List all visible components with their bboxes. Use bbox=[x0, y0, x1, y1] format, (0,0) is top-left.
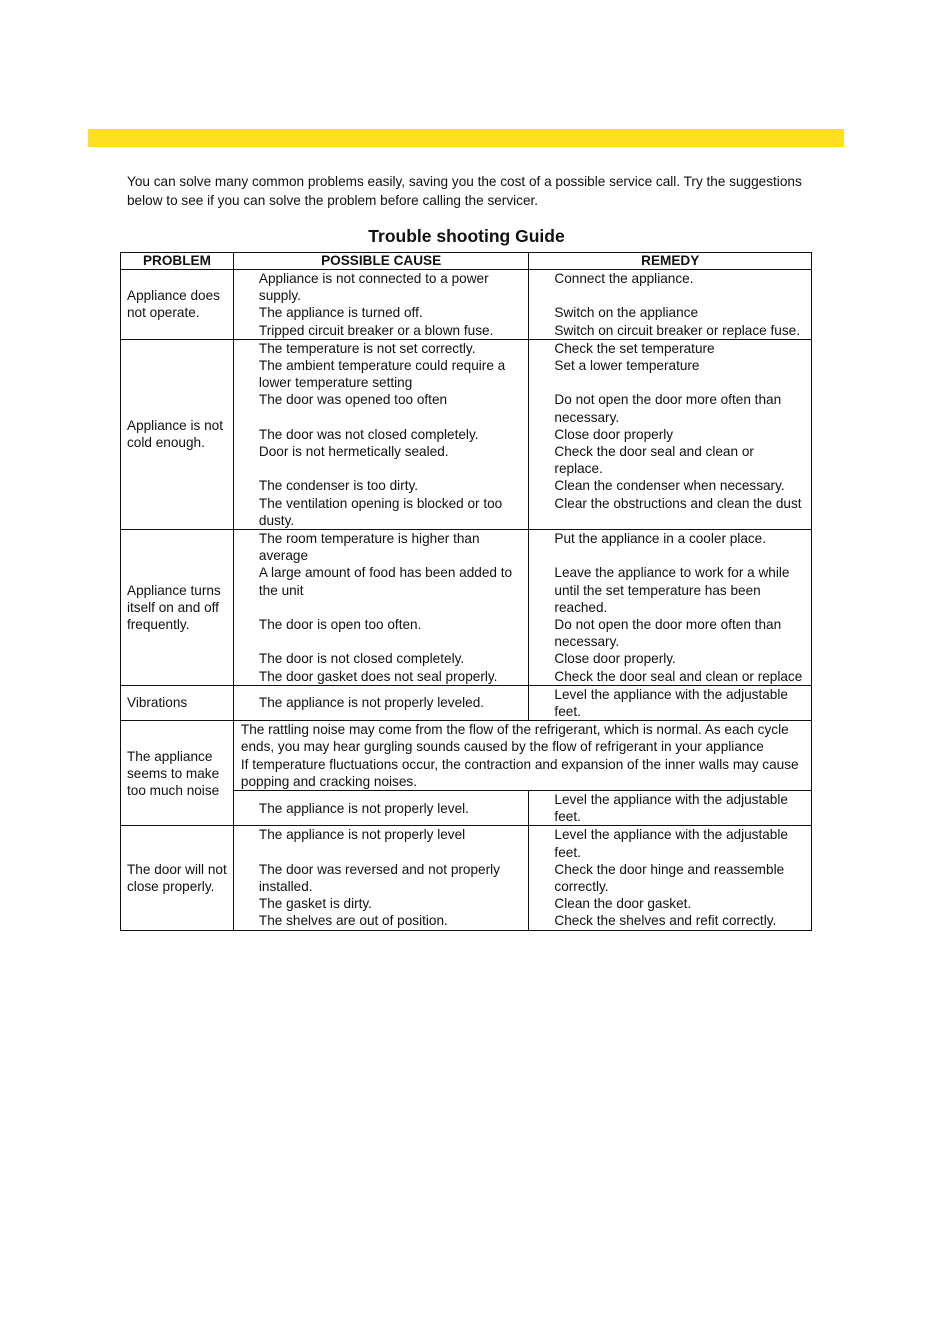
remedy-line: Close door properly. bbox=[554, 651, 676, 667]
cause-cell bbox=[233, 685, 529, 720]
cause-cell bbox=[233, 270, 529, 340]
cause-line: The door is open too often. bbox=[258, 617, 422, 633]
table-row bbox=[121, 721, 812, 791]
remedy-cell bbox=[529, 530, 812, 686]
problem-cell: Vibrations bbox=[121, 685, 234, 720]
remedy-line: Switch on the appliance bbox=[554, 305, 699, 321]
remedy-line: Clear the obstructions and clean the dust bbox=[554, 495, 802, 511]
remedy-line: Switch on circuit breaker or replace fuse. bbox=[554, 322, 800, 338]
cause-line: The shelves are out of position. bbox=[258, 913, 448, 929]
remedy-line: Leave the appliance to work for a while until the set temperature has been reached. bbox=[554, 565, 790, 615]
remedy-line: Connect the appliance. bbox=[554, 271, 694, 286]
remedy-line: Level the appliance with the adjustable feet. bbox=[554, 827, 788, 860]
cause-line: The appliance is not properly level. bbox=[258, 800, 469, 816]
problem-cell: Appliance does not operate. bbox=[121, 270, 234, 340]
cause-line: The gasket is dirty. bbox=[258, 896, 372, 912]
remedy-line: Clean the condenser when necessary. bbox=[554, 478, 785, 494]
remedy-line: Do not open the door more often than necessary. bbox=[554, 392, 782, 425]
problem-cell: Appliance is not cold enough. bbox=[121, 339, 234, 529]
header-cause: POSSIBLE CAUSE bbox=[233, 253, 529, 270]
cause-line: The appliance is not properly leveled. bbox=[258, 695, 485, 711]
table-row bbox=[121, 530, 812, 686]
cause-line: The room temperature is higher than average bbox=[258, 531, 480, 564]
cause-line: The ventilation opening is blocked or too dusty. bbox=[258, 495, 503, 528]
cause-line: The door was reversed and not properly installed. bbox=[258, 861, 500, 895]
table-row bbox=[121, 270, 812, 340]
remedy-line: Check the door hinge and reassemble correctly. bbox=[554, 861, 785, 895]
cause-line: The door gasket does not seal properly. bbox=[258, 668, 498, 684]
spacer bbox=[259, 844, 519, 861]
remedy-line: Level the appliance with the adjustable feet. bbox=[554, 686, 788, 720]
cause-line: The door is not closed completely. bbox=[258, 651, 465, 667]
remedy-cell bbox=[529, 826, 812, 930]
section-header-bar bbox=[88, 129, 844, 147]
cause-cell bbox=[233, 339, 529, 529]
cause-line: The door was not closed completely. bbox=[258, 426, 479, 442]
cause-line: A large amount of food has been added to the unit bbox=[258, 565, 513, 598]
spacer bbox=[554, 287, 803, 304]
remedy-cell bbox=[529, 685, 812, 720]
cause-line: The temperature is not set correctly. bbox=[258, 340, 476, 356]
remedy-line: Check the shelves and refit correctly. bbox=[554, 913, 777, 929]
remedy-cell bbox=[529, 339, 812, 529]
note-line: The rattling noise may come from the flow of the refrigerant, which is normal. As each cycle ends, you may hear gurgling sounds caused by the flow of refrigerant in your appliance bbox=[240, 722, 789, 755]
table-row bbox=[121, 685, 812, 720]
remedy-cell bbox=[529, 270, 812, 340]
table-header-row bbox=[121, 253, 812, 270]
remedy-line: Clean the door gasket. bbox=[554, 896, 692, 912]
remedy-line: Close door properly bbox=[554, 426, 674, 442]
cause-line: The appliance is not properly level bbox=[258, 827, 466, 843]
cause-line: Appliance is not connected to a power supply. bbox=[258, 271, 489, 304]
noise-note-cell bbox=[233, 721, 811, 791]
spacer bbox=[259, 460, 519, 477]
table-row bbox=[121, 826, 812, 930]
remedy-line: Check the door seal and clean or replace. bbox=[554, 444, 754, 477]
cause-line: Door is not hermetically sealed. bbox=[258, 444, 449, 460]
spacer bbox=[554, 547, 803, 564]
intro-text: You can solve many common problems easily, saving you the cost of a possible service call. Try the suggestions below to see if you can solve the problem before calling the servicer. bbox=[127, 174, 802, 208]
remedy-cell bbox=[529, 791, 812, 826]
header-problem: PROBLEM bbox=[121, 253, 234, 270]
note-line: If temperature fluctuations occur, the contraction and expansion of the inner walls may cause popping and cracking noises. bbox=[240, 756, 799, 789]
page-title: Trouble shooting Guide bbox=[368, 226, 565, 246]
spacer bbox=[259, 599, 519, 616]
remedy-line: Level the appliance with the adjustable feet. bbox=[554, 792, 788, 825]
cause-line: Tripped circuit breaker or a blown fuse. bbox=[258, 322, 494, 338]
remedy-line: Check the set temperature bbox=[554, 340, 715, 356]
remedy-line: Set a lower temperature bbox=[554, 358, 700, 374]
cause-cell bbox=[233, 826, 529, 930]
spacer bbox=[259, 409, 519, 426]
problem-cell: The appliance seems to make too much noise bbox=[121, 721, 234, 826]
header-remedy: REMEDY bbox=[529, 253, 812, 270]
troubleshooting-table bbox=[120, 252, 812, 931]
problem-cell: The door will not close properly. bbox=[121, 826, 234, 930]
cause-cell bbox=[233, 791, 529, 826]
remedy-line: Check the door seal and clean or replace bbox=[554, 668, 803, 684]
cause-line: The door was opened too often bbox=[258, 392, 448, 408]
cause-cell bbox=[233, 530, 529, 686]
cause-line: The condenser is too dirty. bbox=[258, 478, 419, 494]
remedy-line: Do not open the door more often than necessary. bbox=[554, 617, 782, 650]
spacer bbox=[554, 374, 803, 391]
cause-line: The ambient temperature could require a lower temperature setting bbox=[258, 358, 506, 391]
table-row bbox=[121, 339, 812, 529]
cause-line: The appliance is turned off. bbox=[258, 305, 423, 321]
spacer bbox=[259, 633, 519, 650]
problem-cell: Appliance turns itself on and off frequently. bbox=[121, 530, 234, 686]
remedy-line: Put the appliance in a cooler place. bbox=[554, 531, 767, 547]
